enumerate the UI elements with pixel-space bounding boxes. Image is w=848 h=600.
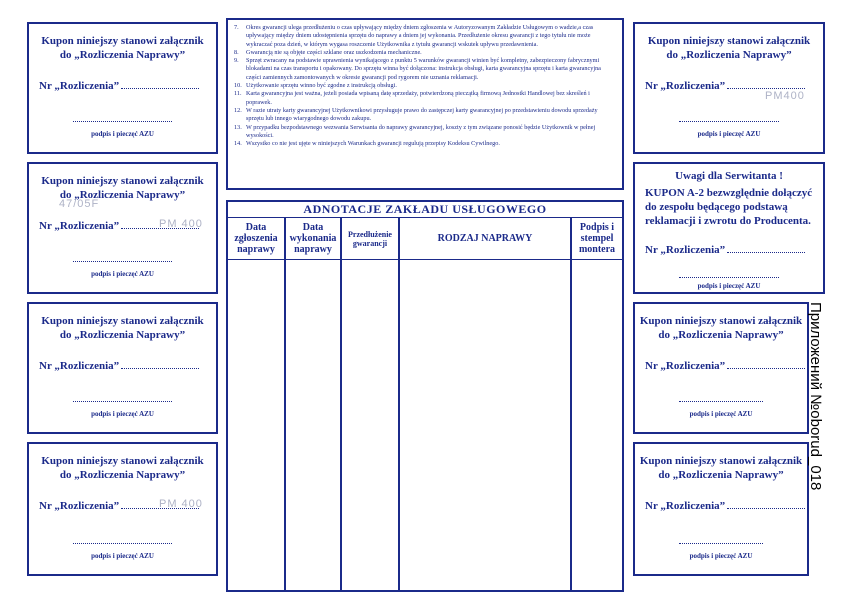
coupon-title: Kupon niniejszy stanowi załącznik do „Rozliczenia Naprawy” <box>639 315 803 341</box>
warning-title: Uwagi dla Serwitanta ! <box>675 170 783 182</box>
coupon-right-3 <box>633 302 809 434</box>
coupon-signature-label: podpis i pieczęć AZU <box>689 410 753 418</box>
coupon-left-2 <box>27 162 218 294</box>
terms-item-number: 8. <box>234 48 239 56</box>
coupon-signature-label: podpis i pieczęć AZU <box>91 130 154 138</box>
column-repair-type <box>400 218 572 590</box>
column-date-reported <box>228 218 286 590</box>
coupon-signature-label: podpis i pieczęć AZU <box>91 270 154 278</box>
stamp-mark: PM400 <box>765 90 805 102</box>
coupon-signature-label: podpis i pieczęć AZU <box>91 552 154 560</box>
terms-item-number: 11. <box>234 90 242 98</box>
terms-item-text: W przypadku bezpodstawnego wezwania Serwisanta do naprawy gwarancyjnej, koszty z tym związane ponosić będzie Użytkownik w pełnej wysokości. <box>246 123 596 139</box>
terms-item-number: 10. <box>234 82 242 90</box>
coupon-nr-label: Nr „Rozliczenia” <box>645 500 805 512</box>
terms-item <box>234 49 616 57</box>
side-label: Приложений №oborud_018 <box>807 302 824 491</box>
stamp-mark: PM 400 <box>159 498 203 510</box>
stamp-mark: PM 400 <box>159 218 203 230</box>
coupon-signature-label: podpis i pieczęć AZU <box>689 552 753 560</box>
coupon-title: Kupon niniejszy stanowi załącznik do „Rozliczenia Naprawy” <box>41 315 204 341</box>
coupon-left-1 <box>27 22 218 154</box>
terms-item <box>234 107 616 124</box>
coupon-nr-label: Nr „Rozliczenia” <box>645 244 805 256</box>
column-header: Data wykonania naprawy <box>286 218 340 260</box>
coupon-title: Kupon niniejszy stanowi załącznik do „Rozliczenia Naprawy” <box>647 35 811 61</box>
coupon-signature-label: podpis i pieczęć AZU <box>697 282 761 290</box>
terms-item-number: 7. <box>234 24 239 31</box>
terms-item <box>234 140 616 148</box>
column-header: RODZAJ NAPRAWY <box>400 218 570 260</box>
terms-item <box>234 124 616 141</box>
column-date-completed <box>286 218 342 590</box>
coupon-right-4 <box>633 442 809 576</box>
terms-item-text: Użytkowanie sprzętu winno być zgodne z instrukcją obsługi. <box>246 82 397 90</box>
terms-item-text: Sprzęt zwracany na podstawie uprawnienia wynikającego z punktu 5 warunków gwarancji winien być kompletny, zabezpieczony fabrycznymi blokadami na czas transportu i opakowany. Do sprzętu winna być dołączona: instrukcja obsługi, karta gwarancyjna sprzętu i karta gwarancyjna części zamiennych zamontowanych w okresie gwarancji pod rygorem nie uznania reklamacji. <box>246 57 601 81</box>
coupon-nr-label: Nr „Rozliczenia” <box>39 220 199 232</box>
coupon-left-4 <box>27 442 218 576</box>
column-signature <box>572 218 622 590</box>
coupon-left-3 <box>27 302 218 434</box>
coupon-nr-label: Nr „Rozliczenia” <box>645 360 805 372</box>
column-header: Data zgłoszenia naprawy <box>228 218 284 260</box>
terms-item <box>234 90 616 107</box>
terms-item-text: Wszystko co nie jest ujęte w niniejszych Warunkach gwarancji regulują przepisy Kodeksu Cywilnego. <box>246 140 500 148</box>
coupon-title: Kupon niniejszy stanowi załącznik do „Rozliczenia Naprawy” <box>41 35 204 61</box>
terms-item-text: Okres gwarancji ulega przedłużeniu o czas upływający między dniem zgłoszenia w Autoryzowanym Zakładzie Usługowym o wadzie,a czas upływający między dniem udostępnienia sprzętu do naprawy a dniem jej wykonania. Przedłużenie okresu gwarancji z tego tytułu nie może wykraczać poza dzień, w którym wygasa roszczenie Użytkownika z tytułu gwarancji wskutek upływu przedawnienia. <box>246 24 594 48</box>
terms-item-text: W razie utraty karty gwarancyjnej Użytkownikowi przysługuje prawo do zastępczej karty gwarancyjnej po przedstawieniu dowodu sprzedaży sprzętu lub innego wiarygodnego dowodu zakupu. <box>246 106 598 123</box>
coupon-warning <box>633 162 825 294</box>
service-annotations-table <box>226 200 624 592</box>
coupon-nr-label: Nr „Rozliczenia” <box>645 80 805 92</box>
coupon-signature-label: podpis i pieczęć AZU <box>91 410 154 418</box>
coupon-title: Kupon niniejszy stanowi załącznik do „Rozliczenia Naprawy” <box>639 455 803 481</box>
stamp-mark: 47/05F <box>59 198 100 210</box>
warning-body: KUPON A-2 bezwzględnie dołączyć do zespołu będącego podstawą reklamacji i zwrotu do Producenta. <box>645 187 813 227</box>
terms-item <box>234 57 616 82</box>
coupon-nr-label: Nr „Rozliczenia” <box>39 360 199 372</box>
terms-item-number: 9. <box>234 57 239 65</box>
column-warranty-extension <box>342 218 400 590</box>
terms-item-text: Gwarancją nie są objęte części szklane oraz uszkodzenia mechaniczne. <box>246 48 422 56</box>
column-header: Podpis i stempel montera <box>572 218 622 260</box>
coupon-nr-label: Nr „Rozliczenia” <box>39 80 199 92</box>
terms-item-text: Karta gwarancyjna jest ważna, jeżeli posiada wpisaną datę sprzedaży, potwierdzoną pieczątką firmową Jednostki Handlowej bez skreśleń i poprawek. <box>246 90 590 106</box>
coupon-nr-label: Nr „Rozliczenia” <box>39 500 199 512</box>
terms-item-number: 13. <box>234 123 242 131</box>
terms-item <box>234 82 616 90</box>
terms-item <box>234 24 616 49</box>
table-title: ADNOTACJE ZAKŁADU USŁUGOWEGO <box>228 202 622 218</box>
coupon-signature-label: podpis i pieczęć AZU <box>697 130 761 138</box>
terms-item-number: 14. <box>234 140 242 148</box>
coupon-title: Kupon niniejszy stanowi załącznik do „Rozliczenia Naprawy” <box>41 455 204 481</box>
coupon-title: Kupon niniejszy stanowi załącznik do „Rozliczenia Naprawy” <box>41 175 204 201</box>
terms-item-number: 12. <box>234 106 242 114</box>
coupon-right-1 <box>633 22 825 154</box>
column-header: Przedłużenie gwarancji <box>342 218 398 260</box>
warranty-terms <box>226 18 624 190</box>
